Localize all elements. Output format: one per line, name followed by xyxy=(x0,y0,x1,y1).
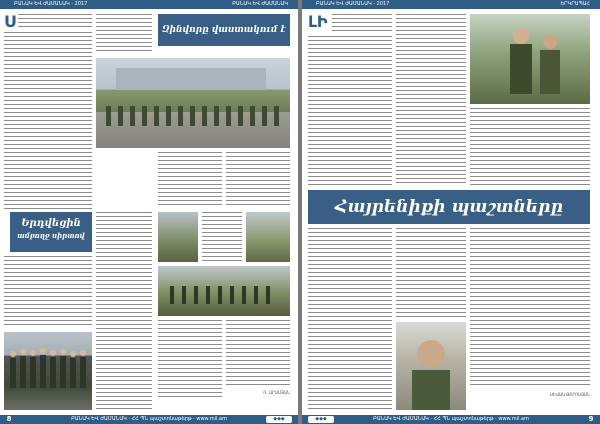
formation-illustration xyxy=(158,266,290,316)
right-headline-box xyxy=(308,190,590,224)
right-footer-bar xyxy=(302,415,600,424)
left-page-number: 8 xyxy=(6,415,12,423)
right-col1-lead xyxy=(332,14,392,34)
left-header-right: ԲԱՆԱԿ ԵՎ ԺԱՄԱՆԱԿ xyxy=(232,1,288,7)
left-footer-logo: ◆◆◆ xyxy=(266,416,292,423)
left-col4-text-3 xyxy=(226,320,290,386)
right-photo-portrait xyxy=(396,322,466,410)
left-col3-text-2 xyxy=(202,212,242,262)
right-header-bar xyxy=(302,0,600,9)
right-col1-text-2 xyxy=(308,228,392,410)
right-signature: ՍԵՎԱԿ ԹՈՐՈՍՅԱՆ xyxy=(549,392,590,397)
portrait-illustration xyxy=(396,322,466,410)
left-col2-top xyxy=(96,14,152,54)
left-photo-small-2 xyxy=(246,212,290,262)
right-col2-text-2 xyxy=(396,228,466,318)
left-header-left: ԲԱՆԱԿ ԵՎ ԺԱՄԱՆԱԿ · 2017 xyxy=(14,1,88,7)
left-col1-lead xyxy=(18,14,92,30)
left-col3-text-3 xyxy=(158,320,222,400)
right-footer-text: ԲԱՆԱԿ ԵՎ ԺԱՄԱՆԱԿ · ՀՀ ՊՆ պաշտոնաթերթ · www.mil.am xyxy=(373,416,529,422)
right-headline: Հայրենիքի պաշտները xyxy=(335,197,563,217)
left-signature: Ռ. ԱՐԱՄՅԱՆ xyxy=(263,390,290,395)
right-page-number: 9 xyxy=(588,415,594,423)
right-col1-text xyxy=(308,36,392,186)
left-top-headline-box xyxy=(158,14,290,46)
right-col2-text xyxy=(396,14,466,186)
right-col3-text-2 xyxy=(470,228,590,388)
soldiers-portrait-illustration xyxy=(470,14,590,104)
right-page xyxy=(302,0,600,424)
left-col1-text-2 xyxy=(4,256,92,328)
right-header-right: ԵՐԿՐԱՊԱՀ xyxy=(560,1,590,7)
right-photo-soldiers xyxy=(470,14,590,104)
left-mid-headline-box xyxy=(10,212,92,252)
right-drop-cap: ԼԻ xyxy=(308,12,328,31)
right-col3-text xyxy=(470,108,590,186)
left-mid-headline: Երդվեցին xyxy=(21,218,81,229)
left-top-headline: Զինվորը վաստակում է xyxy=(162,25,286,35)
parade-illustration xyxy=(96,58,290,148)
left-col4-text xyxy=(226,152,290,208)
left-photo-small-1 xyxy=(158,212,198,262)
right-footer-logo: ◆◆◆ xyxy=(308,416,334,423)
left-photo-ceremony xyxy=(4,332,92,410)
left-col1-text xyxy=(4,32,92,210)
left-drop-cap: Ս xyxy=(4,12,16,31)
left-page xyxy=(0,0,298,424)
left-photo-parade xyxy=(96,58,290,148)
left-col2-bottom xyxy=(96,212,152,410)
left-footer-text: ԲԱՆԱԿ ԵՎ ԺԱՄԱՆԱԿ · ՀՀ ՊՆ պաշտոնաթերթ · www.mil.am xyxy=(71,416,227,422)
soldiers-illustration xyxy=(4,332,92,410)
right-header-left: ԲԱՆԱԿ ԵՎ ԺԱՄԱՆԱԿ · 2017 xyxy=(316,1,390,7)
left-footer-bar xyxy=(0,415,298,424)
left-col3-text xyxy=(158,152,222,208)
left-header-bar xyxy=(0,0,298,9)
left-photo-wide xyxy=(158,266,290,316)
left-mid-subheadline: ամբողջ սիրտով xyxy=(17,231,85,240)
